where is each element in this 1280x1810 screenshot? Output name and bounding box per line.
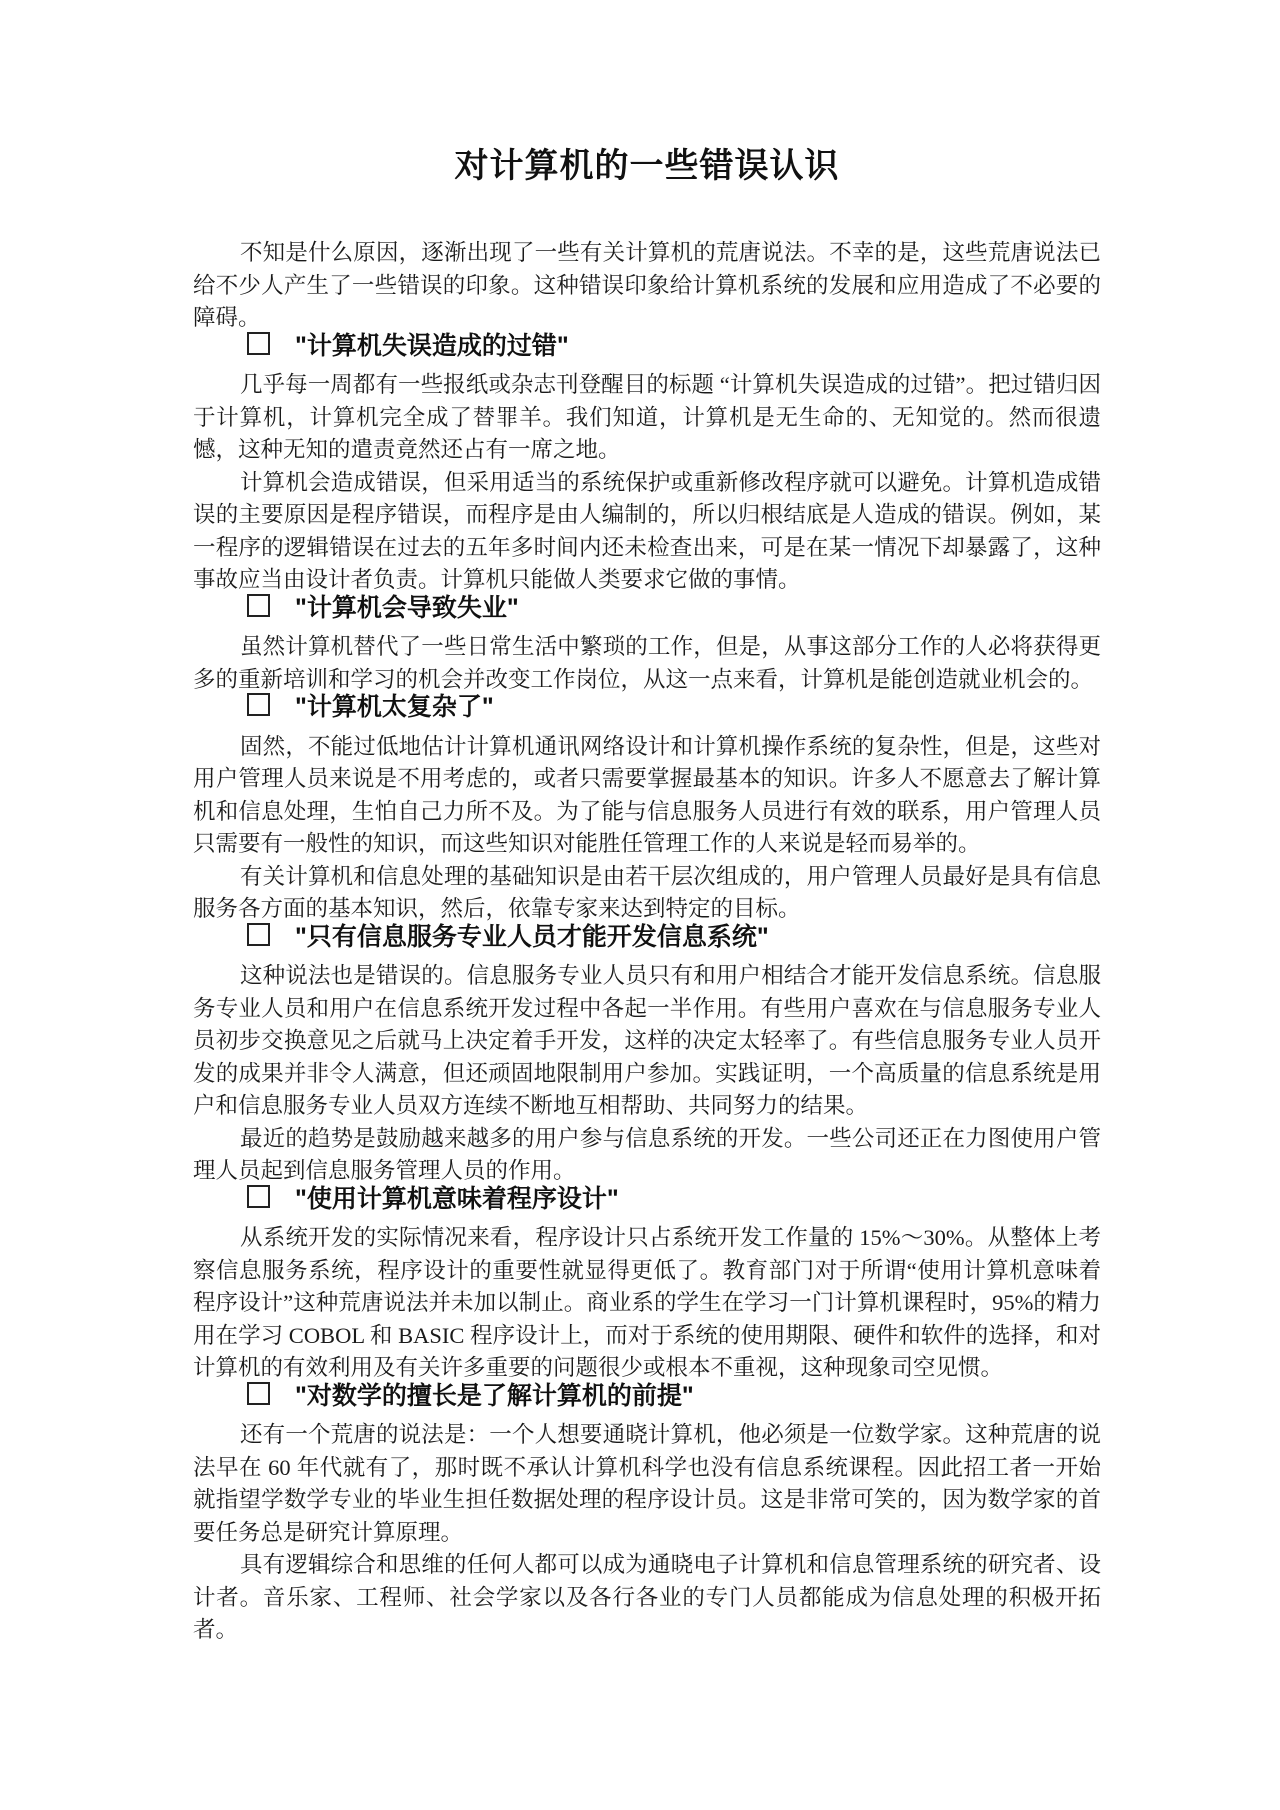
square-bullet-icon [247, 332, 270, 355]
square-bullet-icon [247, 1185, 270, 1208]
page-title: 对计算机的一些错误认识 [454, 147, 840, 185]
section-heading-label: "使用计算机意味着程序设计" [295, 1184, 619, 1213]
paragraph: 这种说法也是错误的。信息服务专业人员只有和用户相结合才能开发信息系统。信息服务专业人员和用户在信息系统开发过程中各起一半作用。有些用户喜欢在与信息服务专业人员初步交换意见之后就马上决定着手开发，这样的决定太轻率了。有些信息服务专业人员开发的成果并非令人满意，但还顽固地限制用户参加。实践证明，一个高质量的信息系统是用户和信息服务专业人员双方连续不断地互相帮助、共同努力的结果。 [193, 963, 1101, 1118]
square-bullet-icon [247, 923, 270, 946]
paragraph-intro: 不知是什么原因，逐渐出现了一些有关计算机的荒唐说法。不幸的是，这些荒唐说法已给不少人产生了一些错误的印象。这种错误印象给计算机系统的发展和应用造成了不必要的障碍。 [193, 240, 1101, 330]
paragraph: 固然，不能过低地估计计算机通讯网络设计和计算机操作系统的复杂性，但是，这些对用户管理人员来说是不用考虑的，或者只需要掌握最基本的知识。许多人不愿意去了解计算机和信息处理，生怕自己力所不及。为了能与信息服务人员进行有效的联系，用户管理人员只需要有一般性的知识，而这些知识对能胜任管理工作的人来说是轻而易举的。 [193, 733, 1101, 856]
paragraph: 几乎每一周都有一些报纸或杂志刊登醒目的标题 “计算机失误造成的过错”。把过错归因于计算机，计算机完全成了替罪羊。我们知道，计算机是无生命的、无知觉的。然而很遗憾，这种无知的遣责竟然还占有一席之地。 [193, 372, 1101, 462]
square-bullet-icon [247, 1382, 270, 1405]
section-heading-label: "计算机失误造成的过错" [295, 331, 569, 360]
paragraph: 从系统开发的实际情况来看，程序设计只占系统开发工作量的 15%～30%。从整体上考察信息服务系统，程序设计的重要性就显得更低了。教育部门对于所谓“使用计算机意味着程序设计”这种荒唐说法并未加以制止。商业系的学生在学习一门计算机课程时，95%的精力用在学习 COBOL 和 BASIC 程序设计上，而对于系统的使用期限、硬件和软件的选择，和对计算机的有效利用及有关许多重要的问题很少或根本不重视，这种现象司空见惯。 [193, 1225, 1101, 1380]
paragraph: 有关计算机和信息处理的基础知识是由若干层次组成的，用户管理人员最好是具有信息服务各方面的基本知识，然后，依靠专家来达到特定的目标。 [193, 863, 1101, 921]
section-heading-label: "对数学的擅长是了解计算机的前提" [295, 1381, 694, 1410]
paragraph: 最近的趋势是鼓励越来越多的用户参与信息系统的开发。一些公司还正在力图使用户管理人员起到信息服务管理人员的作用。 [193, 1125, 1101, 1183]
page-content [193, 146, 1101, 1647]
section-heading-label: "计算机太复杂了" [295, 693, 494, 721]
section-heading-computer-blame [193, 330, 1101, 363]
section-heading-only-professionals [193, 921, 1101, 954]
square-bullet-icon [247, 594, 270, 617]
paragraph: 还有一个荒唐的说法是：一个人想要通晓计算机，他必须是一位数学家。这种荒唐的说法早在 60 年代就有了，那时既不承认计算机科学也没有信息系统课程。因此招工者一开始就指望学数学专业的毕业生担任数据处理的程序设计员。这是非常可笑的，因为数学家的首要任务总是研究计算原理。 [193, 1422, 1101, 1545]
paragraph: 计算机会造成错误，但采用适当的系统保护或重新修改程序就可以避免。计算机造成错误的主要原因是程序错误，而程序是由人编制的，所以归根结底是人造成的错误。例如，某一程序的逻辑错误在过去的五年多时间内还未检查出来，可是在某一情况下却暴露了，这种事故应当由设计者负责。计算机只能做人类要求它做的事情。 [193, 469, 1101, 592]
paragraph: 虽然计算机替代了一些日常生活中繁琐的工作，但是，从事这部分工作的人必将获得更多的重新培训和学习的机会并改变工作岗位，从这一点来看，计算机是能创造就业机会的。 [193, 634, 1101, 692]
section-heading-label: "只有信息服务专业人员才能开发信息系统" [295, 922, 769, 951]
section-heading-label: "计算机会导致失业" [295, 593, 519, 622]
square-bullet-icon [247, 693, 270, 716]
section-heading-means-programming [193, 1183, 1101, 1216]
paragraph: 具有逻辑综合和思维的任何人都可以成为通晓电子计算机和信息管理系统的研究者、设计者。音乐家、工程师、社会学家以及各行各业的专门人员都能成为信息处理的积极开拓者。 [193, 1552, 1101, 1642]
